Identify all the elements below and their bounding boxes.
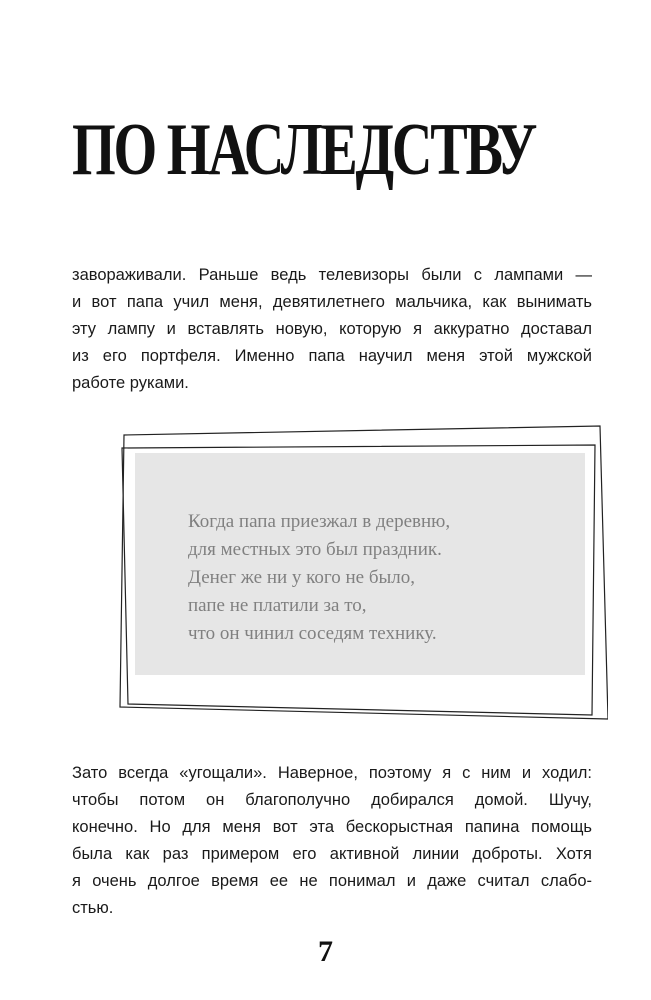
pull-quote-text <box>188 508 450 648</box>
text-line: и вот папа учил меня, девятилетнего мальчика, как вынимать <box>72 293 592 311</box>
chapter-title: ПО НАСЛЕДСТВУ <box>72 109 536 191</box>
quote-line: папе не платили за то, <box>188 595 367 616</box>
quote-line: для местных это был праздник. <box>188 539 442 560</box>
text-line: работе руками. <box>72 374 189 392</box>
text-line: стью. <box>72 899 114 917</box>
text-line: конечно. Но для меня вот эта бескорыстная папина помощь <box>72 818 592 836</box>
quote-line: Когда папа приезжал в деревню, <box>188 511 451 532</box>
text-line: эту лампу и вставлять новую, которую я аккуратно доставал <box>72 320 592 338</box>
page-number: 7 <box>318 935 333 968</box>
text-line: завораживали. Раньше ведь телевизоры были с лампами — <box>72 266 592 284</box>
pull-quote <box>118 422 608 722</box>
text-line: была как раз примером его активной линии доброты. Хотя <box>72 845 592 863</box>
text-line: из его портфеля. Именно папа научил меня этой мужской <box>72 347 592 365</box>
text-line: я очень долгое время ее не понимал и даже считал слабо- <box>72 872 592 890</box>
quote-line: Денег же ни у кого не было, <box>188 567 416 588</box>
quote-line: что он чинил соседям технику. <box>188 623 437 644</box>
body-paragraph-bottom <box>72 760 592 922</box>
text-line: Зато всегда «угощали». Наверное, поэтому я с ним и ходил: <box>72 764 592 782</box>
body-paragraph-top <box>72 262 592 397</box>
text-line: чтобы потом он благополучно добирался домой. Шучу, <box>72 791 592 809</box>
